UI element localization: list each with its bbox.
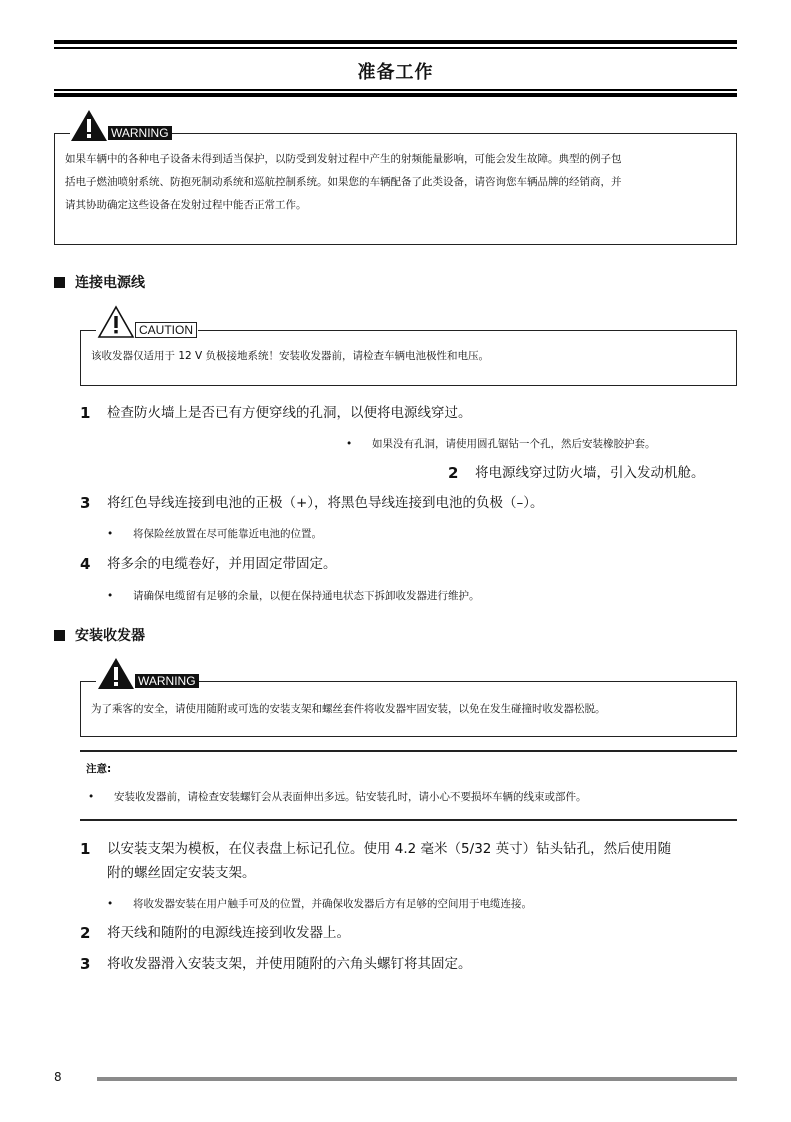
warning-1-line-1: 如果车辆中的各种电子设备未得到适当保护，以防受到发射过程中产生的射频能量影响，可能会发生故障。典型的例子包 xyxy=(65,153,622,165)
page-number: 8 xyxy=(54,1070,62,1084)
bullet-dot-icon: • xyxy=(88,791,95,803)
bullet-text: 将保险丝放置在尽可能靠近电池的位置。 xyxy=(133,528,322,540)
note-text: 安装收发器前，请检查安装螺钉会从表面伸出多远。钻安装孔时，请小心不要损坏车辆的线束或部件。 xyxy=(114,791,587,803)
warning-2-label: WARNING xyxy=(135,674,199,688)
section-1-title: 连接电源线 xyxy=(75,275,145,291)
warning-1-line-2: 括电子燃油喷射系统、防抱死制动系统和巡航控制系统。如果您的车辆配备了此类设备，请咨询您车辆品牌的经销商，并 xyxy=(65,176,622,188)
bullet-dot-icon: • xyxy=(107,528,114,540)
step-text: 将收发器滑入安装支架，并使用随附的六角头螺钉将其固定。 xyxy=(107,956,472,972)
step-number: 3 xyxy=(80,955,91,973)
bullet-text: 请确保电缆留有足够的余量，以便在保持通电状态下拆卸收发器进行维护。 xyxy=(133,590,480,602)
step-number: 2 xyxy=(448,464,459,482)
step-text: 将电源线穿过防火墙，引入发动机舱。 xyxy=(475,465,705,481)
warning-1-text xyxy=(65,148,622,217)
bullet-dot-icon: • xyxy=(346,438,353,450)
step-text: 将多余的电缆卷好，并用固定带固定。 xyxy=(107,556,337,572)
warning-2-triangle-icon xyxy=(97,657,135,690)
bullet-text: 将收发器安装在用户触手可及的位置，并确保收发器后方有足够的空间用于电缆连接。 xyxy=(133,898,532,910)
note-title: 注意: xyxy=(86,763,112,775)
header-rule-top-thin xyxy=(54,47,737,49)
caution-text: 该收发器仅适用于 12 V 负极接地系统！安装收发器前，请检查车辆电池极性和电压。 xyxy=(91,350,490,362)
bullet-dot-icon: • xyxy=(107,898,114,910)
step-text: 检查防火墙上是否已有方便穿线的孔洞，以便将电源线穿过。 xyxy=(107,405,472,421)
warning-1-label: WARNING xyxy=(108,126,172,140)
warning-2-text: 为了乘客的安全，请使用随附或可选的安装支架和螺丝套件将收发器牢固安装，以免在发生碰撞时收发器松脱。 xyxy=(91,703,606,715)
caution-box xyxy=(80,330,737,386)
warning-box-2 xyxy=(80,681,737,737)
step-number: 3 xyxy=(80,494,91,512)
step-number: 4 xyxy=(80,555,91,573)
square-bullet-icon xyxy=(54,277,65,288)
warning-box-1 xyxy=(54,133,737,245)
note-rule-bottom xyxy=(80,819,737,821)
section-2-title: 安装收发器 xyxy=(75,628,145,644)
step-number: 1 xyxy=(80,404,91,422)
step-text: 将红色导线连接到电池的正极（+），将黑色导线连接到电池的负极（–）。 xyxy=(107,495,544,511)
step-text-line-1: 以安装支架为模板，在仪表盘上标记孔位。使用 4.2 毫米（5/32 英寸）钻头钻孔，然后使用随 xyxy=(107,841,672,857)
step-text-line-2: 附的螺丝固定安装支架。 xyxy=(107,865,256,881)
header-rule-bottom-thin xyxy=(54,89,737,91)
caution-label: CAUTION xyxy=(135,322,197,338)
warning-1-triangle-icon xyxy=(70,109,108,142)
step-number: 1 xyxy=(80,840,91,858)
page-title: 准备工作 xyxy=(357,62,434,83)
square-bullet-icon xyxy=(54,630,65,641)
footer-rule xyxy=(97,1077,737,1081)
note-rule-top xyxy=(80,750,737,752)
step-number: 2 xyxy=(80,924,91,942)
step-text: 将天线和随附的电源线连接到收发器上。 xyxy=(107,925,350,941)
bullet-text: 如果没有孔洞，请使用圆孔锯钻一个孔，然后安装橡胶护套。 xyxy=(372,438,656,450)
header-rule-top-thick xyxy=(54,40,737,44)
section-heading-power xyxy=(54,272,145,292)
caution-triangle-icon xyxy=(97,305,135,339)
section-heading-install xyxy=(54,625,145,645)
header-rule-bottom-thick xyxy=(54,93,737,97)
warning-1-line-3: 请其协助确定这些设备在发射过程中能否正常工作。 xyxy=(65,199,307,211)
bullet-dot-icon: • xyxy=(107,590,114,602)
